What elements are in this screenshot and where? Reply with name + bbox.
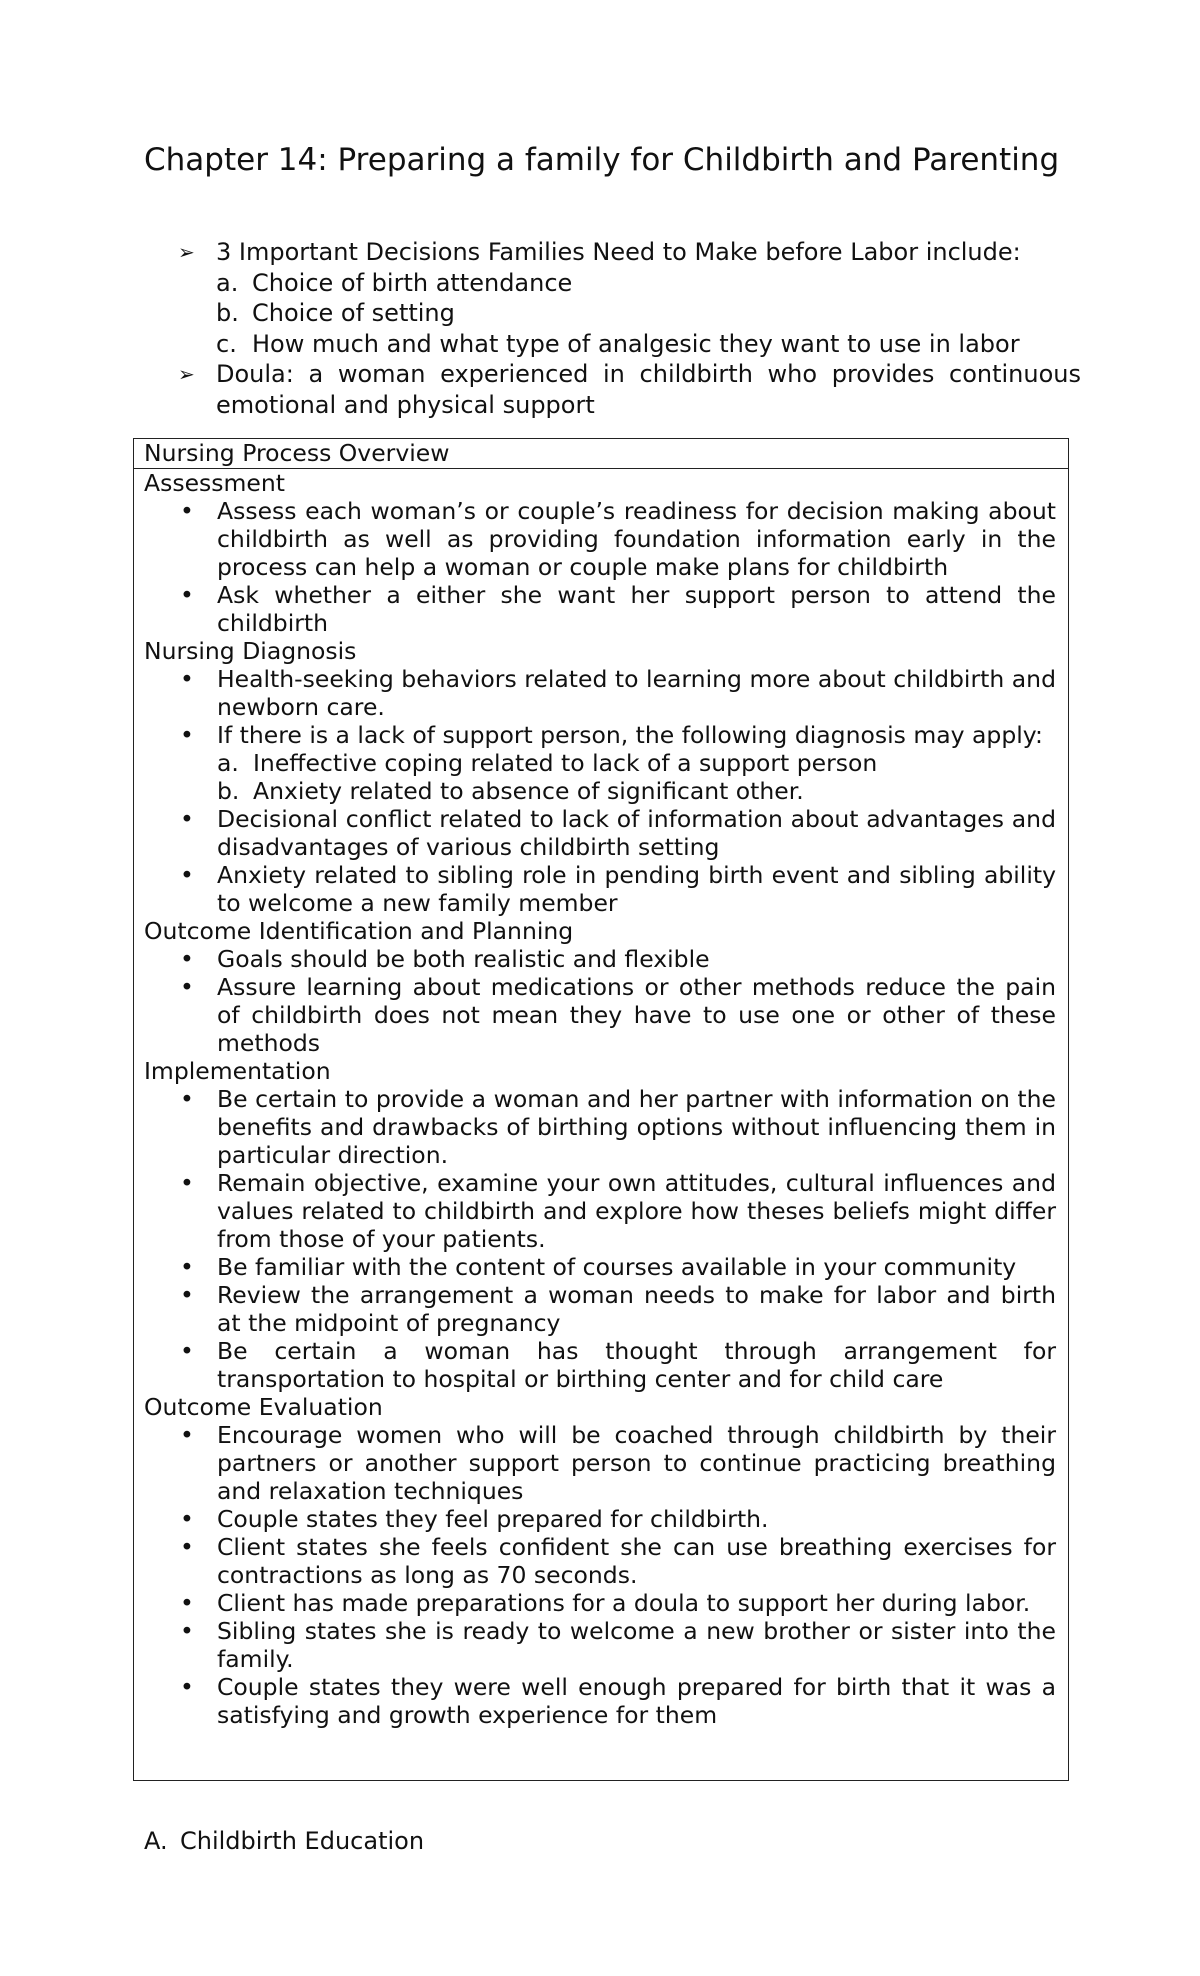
list-item — [144, 1337, 1056, 1393]
arrow-bullet-icon: ➢ — [178, 240, 195, 264]
box-header: Nursing Process Overview — [134, 439, 1068, 469]
intro-section — [144, 237, 1081, 420]
list-item — [144, 581, 1056, 637]
list-item — [144, 1085, 1056, 1169]
bullet-icon: • — [180, 1281, 194, 1309]
list-item — [144, 1673, 1056, 1729]
list-item — [144, 805, 1056, 861]
list-item — [144, 1505, 1056, 1533]
diagnosis-title: Nursing Diagnosis — [144, 637, 357, 665]
list-item-text: If there is a lack of support person, the following diagnosis may apply: — [217, 721, 1043, 749]
planning-title: Outcome Identification and Planning — [144, 917, 574, 945]
bullet-icon: • — [180, 1589, 194, 1617]
assessment-title: Assessment — [144, 469, 285, 497]
page-title: Chapter 14: Preparing a family for Childbirth and Parenting — [144, 142, 1060, 178]
list-item-text: Choice of birth attendance — [252, 268, 573, 297]
bullet-icon: • — [180, 1533, 194, 1561]
bullet-icon: • — [180, 1505, 194, 1533]
implementation-list — [144, 1085, 1056, 1393]
bullet-icon: • — [180, 1673, 194, 1701]
list-item — [144, 973, 1056, 1057]
bullet-icon: • — [180, 665, 194, 693]
bullet-icon: • — [180, 805, 194, 833]
list-item — [144, 1253, 1056, 1281]
decisions-heading: 3 Important Decisions Families Need to Make before Labor include: — [216, 238, 1021, 266]
box-body — [134, 469, 1068, 1729]
bullet-icon: • — [180, 1085, 194, 1113]
diagnosis-list — [144, 665, 1056, 917]
decisions-arrow-item — [144, 237, 1081, 268]
list-item-text: Couple states they were well enough prepared for birth that it was a satisfying and growth experience for them — [217, 1673, 1056, 1729]
list-item-text: Be certain a woman has thought through arrangement for transportation to hospital or birthing center and for child care — [217, 1337, 1056, 1393]
list-item-text: Couple states they feel prepared for childbirth. — [217, 1505, 769, 1533]
list-item — [217, 777, 1056, 805]
bullet-icon: • — [180, 1253, 194, 1281]
bullet-icon: • — [180, 945, 194, 973]
list-item-text: Be familiar with the content of courses available in your community — [217, 1253, 1017, 1281]
bullet-icon: • — [180, 973, 194, 1001]
list-item-text: Client has made preparations for a doula to support her during labor. — [217, 1589, 1031, 1617]
list-item — [144, 1169, 1056, 1253]
list-item — [144, 1281, 1056, 1337]
list-item — [144, 298, 1081, 329]
bullet-icon: • — [180, 497, 194, 525]
planning-list — [144, 945, 1056, 1057]
list-item-text: Sibling states she is ready to welcome a new brother or sister into the family. — [217, 1617, 1056, 1673]
list-item — [144, 665, 1056, 721]
nursing-process-box — [133, 438, 1069, 1781]
evaluation-title: Outcome Evaluation — [144, 1393, 383, 1421]
list-marker: b. — [216, 299, 239, 327]
list-item-text: Goals should be both realistic and flexible — [217, 945, 710, 973]
list-item-text: Assure learning about medications or other methods reduce the pain of childbirth does not mean they have to use one or other of these methods — [217, 973, 1056, 1057]
list-item-text: Remain objective, examine your own attitudes, cultural influences and values related to childbirth and explore how theses beliefs might differ from those of your patients. — [217, 1169, 1056, 1253]
list-item-text: Assess each woman’s or couple’s readiness for decision making about childbirth as well as providing foundation information early in the process can help a woman or couple make plans for childbirth — [217, 497, 1056, 581]
list-item-text: Review the arrangement a woman needs to make for labor and birth at the midpoint of pregnancy — [217, 1281, 1056, 1337]
list-item — [144, 861, 1056, 917]
list-marker: a. — [217, 749, 239, 777]
bullet-icon: • — [180, 861, 194, 889]
list-item-text: Anxiety related to sibling role in pending birth event and sibling ability to welcome a new family member — [217, 861, 1056, 917]
list-marker: b. — [217, 777, 240, 805]
list-item-text: Ineffective coping related to lack of a support person — [253, 749, 878, 777]
bullet-icon: • — [180, 1617, 194, 1645]
list-item — [144, 1617, 1056, 1673]
doula-definition: Doula: a woman experienced in childbirth who provides continuous emotional and physical support — [216, 360, 1081, 419]
list-marker: a. — [216, 268, 239, 297]
assessment-list — [144, 497, 1056, 637]
list-item — [144, 1421, 1056, 1505]
list-item — [144, 721, 1056, 805]
bullet-icon: • — [180, 1169, 194, 1197]
list-item-text: Anxiety related to absence of significant other. — [253, 777, 804, 805]
evaluation-list — [144, 1421, 1056, 1729]
list-item-text: Health-seeking behaviors related to learning more about childbirth and newborn care. — [217, 665, 1056, 721]
list-item-text: Decisional conflict related to lack of information about advantages and disadvantages of various childbirth setting — [217, 805, 1056, 861]
doula-arrow-item — [144, 359, 1081, 420]
list-item — [144, 497, 1056, 581]
implementation-title: Implementation — [144, 1057, 331, 1085]
list-item — [217, 749, 1056, 777]
bullet-icon: • — [180, 1421, 194, 1449]
bullet-icon: • — [180, 721, 194, 749]
list-item — [144, 1533, 1056, 1589]
list-item-text: Client states she feels confident she can use breathing exercises for contractions as long as 70 seconds. — [217, 1533, 1056, 1589]
bullet-icon: • — [180, 581, 194, 609]
bullet-icon: • — [180, 1337, 194, 1365]
decisions-list — [144, 268, 1081, 360]
arrow-bullet-icon: ➢ — [178, 362, 195, 386]
list-marker: A. — [144, 1827, 168, 1855]
list-item — [144, 1589, 1056, 1617]
diagnosis-sub-list — [217, 749, 1056, 805]
list-item — [144, 945, 1056, 973]
list-item-text: Ask whether a either she want her support person to attend the childbirth — [217, 581, 1056, 637]
list-item-text: Choice of setting — [252, 299, 455, 327]
list-item-text: How much and what type of analgesic they want to use in labor — [252, 329, 1020, 358]
list-item-text: Be certain to provide a woman and her partner with information on the benefits and drawbacks of birthing options without influencing them in particular direction. — [217, 1085, 1056, 1169]
list-marker: c. — [216, 329, 237, 358]
list-item-text: Encourage women who will be coached through childbirth by their partners or another support person to continue practicing breathing and relaxation techniques — [217, 1421, 1056, 1505]
list-item-text: Childbirth Education — [180, 1827, 425, 1855]
list-item — [144, 268, 1081, 299]
childbirth-education-heading — [144, 1826, 425, 1856]
list-item — [144, 329, 1081, 360]
